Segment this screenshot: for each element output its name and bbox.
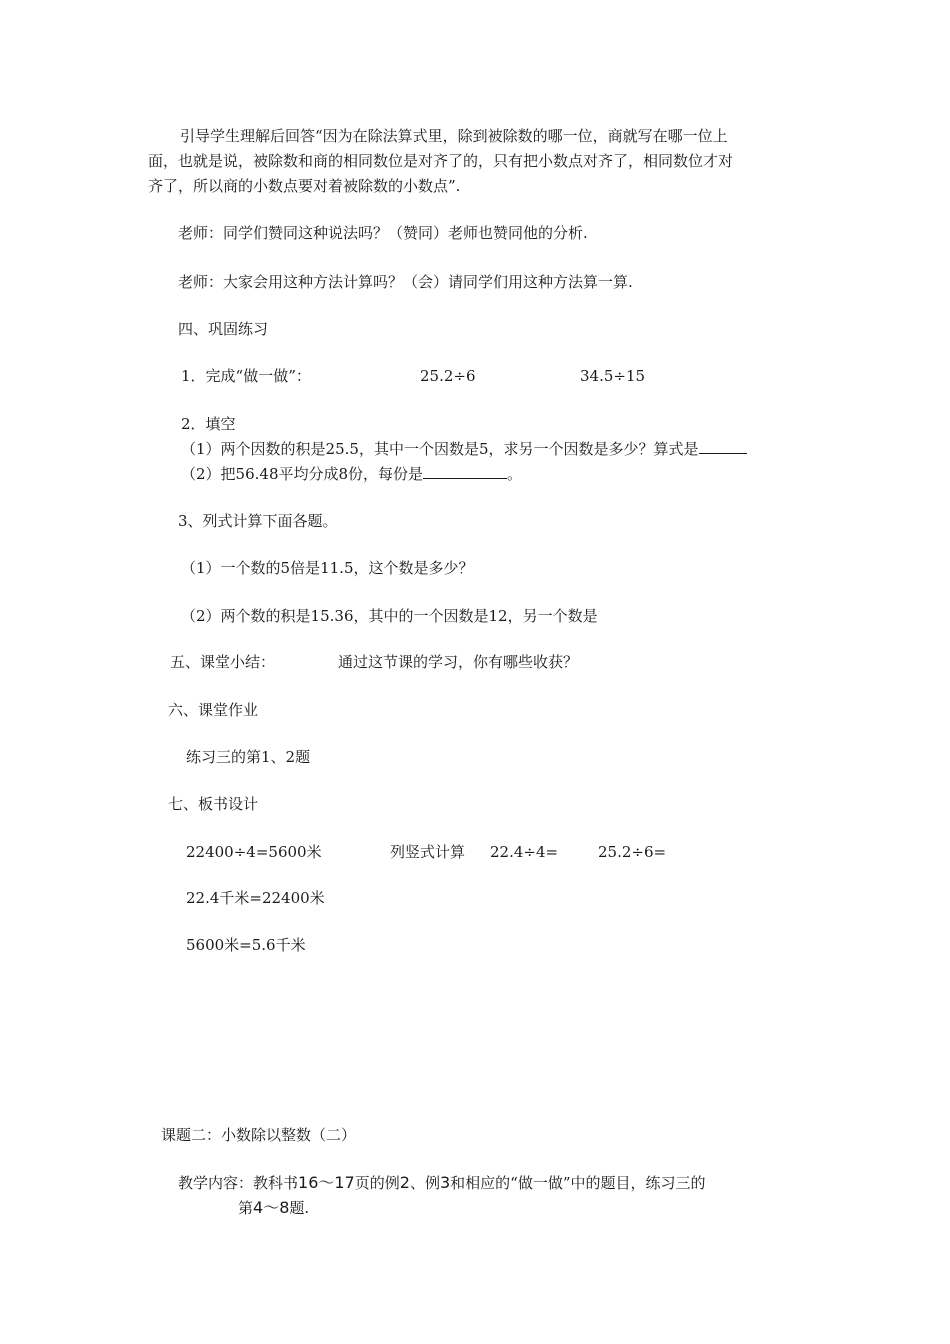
lesson-2-title: 课题二：小数除以整数（二） (161, 1126, 357, 1144)
exercise-3-label: 3、列式计算下面各题。 (178, 512, 338, 530)
section-5-text: 通过这节课的学习，你有哪些收获？ (338, 653, 579, 671)
content-suffix: 和相应的“做一做”中的题目，练习三的 (450, 1174, 706, 1192)
content-line-2-suffix: 题. (289, 1199, 310, 1217)
section-5-heading: 五、课堂小结： (170, 653, 276, 671)
content-pages: 16～17 (298, 1173, 355, 1192)
board-row-1-c: 22.4÷4= (490, 843, 559, 861)
lesson-2-content-line-1 (178, 1170, 706, 1196)
content-prefix: 教学内容：教科书 (178, 1174, 299, 1192)
board-row-1-b: 列竖式计算 (390, 843, 466, 861)
exercise-1-label: 1．完成“做一做”： (181, 367, 311, 385)
content-mid: 页的例 (354, 1174, 400, 1192)
intro-line-3: 齐了，所以商的小数点要对着被除数的小数点”. (148, 177, 461, 195)
content-range: 4～8 (253, 1198, 290, 1217)
board-row-3: 5600米=5.6千米 (186, 936, 306, 954)
intro-line-2: 面，也就是说，被除数和商的相同数位是对齐了的，只有把小数点对齐了，相同数位才对 (148, 152, 734, 170)
exercise-2-sub-2 (181, 462, 522, 487)
section-7-heading: 七、板书设计 (168, 795, 259, 813)
exercise-2-sub-1 (181, 437, 747, 462)
board-row-2: 22.4千米=22400米 (186, 889, 325, 907)
section-4-heading: 四、巩固练习 (178, 320, 269, 338)
teacher-question-1: 老师：同学们赞同这种说法吗？（赞同）老师也赞同他的分析. (178, 224, 588, 242)
lesson-2-content-line-2 (238, 1195, 309, 1221)
exercise-1-expr-2: 34.5÷15 (580, 367, 646, 385)
section-6-heading: 六、课堂作业 (168, 701, 259, 719)
content-mid-2: 、例 (409, 1174, 440, 1192)
content-example-3: 3 (439, 1173, 451, 1192)
teacher-question-2: 老师：大家会用这种方法计算吗？（会）请同学们用这种方法算一算. (178, 273, 633, 291)
board-row-1-a: 22400÷4=5600米 (186, 843, 322, 861)
exercise-2-sub-2-text: （2）把56.48平均分成8份，每份是 (181, 465, 424, 483)
exercise-2-label: 2．填空 (181, 415, 236, 433)
section-6-text: 练习三的第1、2题 (186, 748, 311, 766)
exercise-2-sub-1-text: （1）两个因数的积是25.5，其中一个因数是5，求另一个因数是多少？算式是 (181, 440, 699, 458)
answer-blank[interactable] (423, 463, 507, 479)
exercise-3-sub-1: （1）一个数的5倍是11.5，这个数是多少？ (181, 559, 474, 577)
board-row-1-d: 25.2÷6= (598, 843, 667, 861)
intro-line-1: 引导学生理解后回答“因为在除法算式里，除到被除数的哪一位，商就写在哪一位上 (180, 127, 728, 145)
content-example-2: 2 (399, 1173, 410, 1192)
exercise-3-sub-2: （2）两个数的积是15.36，其中的一个因数是12，另一个数是 (181, 607, 598, 625)
answer-blank[interactable] (699, 438, 747, 454)
content-line-2-prefix: 第 (238, 1199, 254, 1217)
exercise-1-expr-1: 25.2÷6 (420, 367, 476, 385)
exercise-2-sub-2-end: 。 (507, 465, 523, 483)
